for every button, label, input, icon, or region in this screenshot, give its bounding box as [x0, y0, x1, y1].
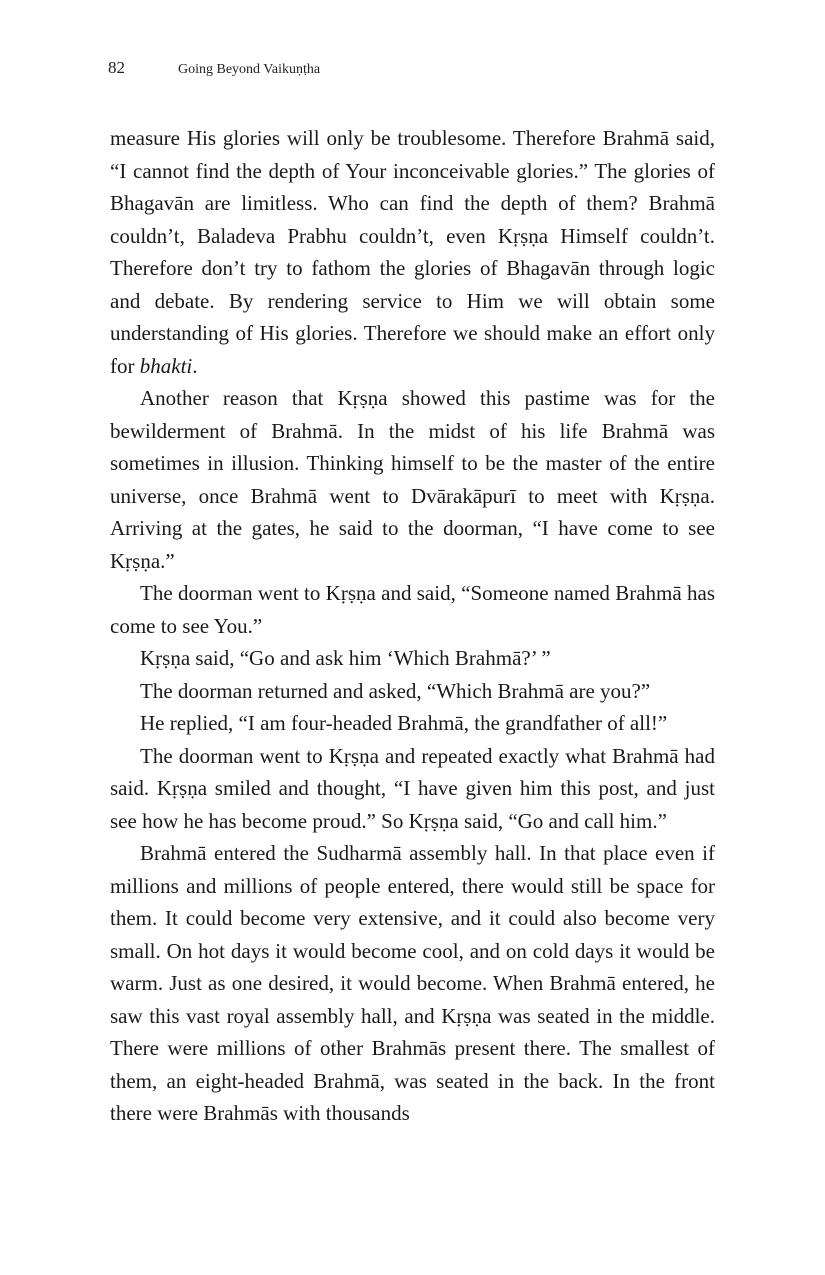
page-number: 82 — [108, 58, 125, 77]
book-title: Going Beyond Vaikuṇṭha — [178, 62, 321, 77]
paragraph: Kṛṣṇa said, “Go and ask him ‘Which Brahmā?’ ” — [140, 646, 551, 670]
paragraph: Brahmā entered the Sudharmā assembly hall. In that place even if millions and millions of people entered, there would still be space for them. It could become very extensive, and it could also become very small. On hot days it would become cool, and on cold days it would be warm. Just as one desired, it would become. When Brahmā entered, he saw this vast royal assembly hall, and Kṛṣṇa was seated in the middle. There were millions of other Brahmās present there. The smallest of them, an eight-headed Brahmā, was seated in the back. In the front there were Brahmās with thousands — [110, 841, 715, 1125]
running-head — [108, 58, 320, 78]
paragraph: The doorman went to Kṛṣṇa and repeated exactly what Brahmā had said. Kṛṣṇa smiled and thought, “I have given him this post, and just see how he has become proud.” So Kṛṣṇa said, “Go and call him.” — [110, 743, 715, 833]
paragraph: The doorman returned and asked, “Which Brahmā are you?” — [140, 678, 651, 703]
paragraph: Another reason that Kṛṣṇa showed this pastime was for the bewilderment of Brahmā. In the midst of his life Brahmā was sometimes in illusion. Thinking himself to be the master of the entire universe, once Brahmā went to Dvārakāpurī to meet with Kṛṣṇa. Arriving at the gates, he said to the doorman, “I have come to see Kṛṣṇa.” — [110, 386, 715, 573]
paragraph-text-end: . — [192, 353, 198, 378]
paragraph: He replied, “I am four-headed Brahmā, the grandfather of all!” — [140, 711, 668, 735]
body-text — [110, 122, 715, 1130]
emphasis-text: bhakti — [139, 353, 193, 378]
paragraph: The doorman went to Kṛṣṇa and said, “Someone named Brahmā has come to see You.” — [110, 581, 715, 638]
paragraph — [110, 122, 715, 382]
paragraph-text: measure His glories will only be troublesome. Therefore Brahmā said, “I cannot find the depth of Your inconceivable glories.” The glories of Bhagavān are limitless. Who can find the depth of them? Brahmā couldn’t, Baladeva Prabhu couldn’t, even Kṛṣṇa Himself couldn’t. Therefore don’t try to fathom the glories of Bhagavān through logic and debate. By rendering service to Him we will obtain some understanding of His glories. Therefore we should make an effort only for — [110, 126, 715, 378]
